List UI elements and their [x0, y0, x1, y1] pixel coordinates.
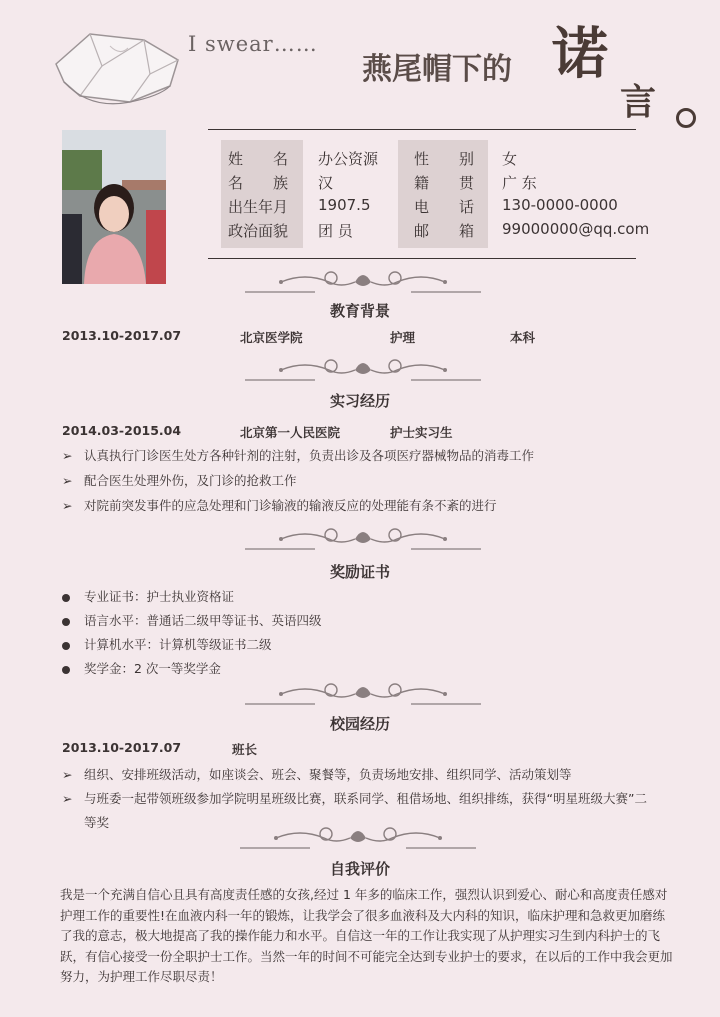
section-title-internship: 实习经历 [329, 392, 390, 410]
arrow-bullet-icon: ➢ [62, 473, 73, 488]
list-item: ➢ 配合医生处理外伤，及门诊的抢救工作 [62, 473, 297, 488]
page-title: 燕尾帽下的 [362, 52, 512, 87]
section-ornament [245, 680, 481, 706]
campus-period: 2013.10-2017.07 [62, 740, 182, 755]
info-value-gender: 女 [502, 150, 518, 168]
list-item: 奖学金：2 次一等奖学金 [62, 659, 221, 677]
info-value-ethnicity: 汉 [318, 174, 334, 192]
title-period-mark [676, 108, 696, 128]
info-value-phone: 130-0000-0000 [502, 196, 618, 214]
section-ornament [245, 268, 481, 294]
education-school: 北京医学院 [240, 330, 303, 345]
info-label-origin: 籍 贯 [414, 174, 475, 192]
info-value-birth: 1907.5 [318, 196, 371, 214]
info-label-ethnicity: 名 族 [228, 174, 289, 192]
list-item: 计算机水平：计算机等级证书二级 [62, 635, 272, 653]
education-period: 2013.10-2017.07 [62, 328, 182, 343]
info-label-politics: 政治面貌 [228, 222, 289, 240]
page-title-accent-2: 言 [620, 81, 657, 123]
info-label-phone: 电 话 [414, 198, 475, 216]
page-title-accent-1: 诺 [552, 21, 608, 87]
info-top-rule [208, 129, 636, 130]
list-item: 语言水平：普通话二级甲等证书、英语四级 [62, 611, 322, 629]
campus-role: 班长 [232, 742, 258, 757]
info-value-name: 办公资源 [318, 150, 379, 168]
dot-bullet-icon [62, 618, 70, 626]
education-degree: 本科 [510, 330, 536, 345]
dot-bullet-icon [62, 642, 70, 650]
section-title-self-evaluation: 自我评价 [329, 860, 390, 878]
dot-bullet-icon [62, 594, 70, 602]
info-label-gender: 性 别 [414, 150, 475, 168]
internship-period: 2014.03-2015.04 [62, 423, 182, 438]
info-value-email: 99000000@qq.com [502, 220, 650, 238]
section-ornament [245, 356, 481, 382]
list-item-continuation: 等奖 [84, 815, 110, 830]
info-bottom-rule [208, 258, 636, 259]
list-item: ➢ 认真执行门诊医生处方各种针剂的注射，负责出诊及各项医疗器械物品的消毒工作 [62, 448, 535, 463]
info-value-origin: 广 东 [502, 174, 537, 192]
list-item: ➢ 组织、安排班级活动，如座谈会、班会、聚餐等，负责场地安排、组织同学、活动策划等 [62, 767, 572, 782]
info-label-name: 姓 名 [228, 150, 289, 168]
arrow-bullet-icon: ➢ [62, 448, 73, 463]
internship-hospital: 北京第一人民医院 [240, 425, 341, 440]
info-value-politics: 团 员 [318, 222, 353, 240]
profile-photo [62, 130, 166, 284]
section-title-education: 教育背景 [329, 302, 390, 320]
list-item: ➢ 对院前突发事件的应急处理和门诊输液的输液反应的处理能有条不紊的进行 [62, 498, 497, 513]
nurse-cap-logo [50, 26, 190, 110]
education-major: 护理 [390, 330, 416, 345]
info-label-email: 邮 箱 [414, 222, 475, 240]
internship-role: 护士实习生 [390, 425, 453, 440]
info-label-birth: 出生年月 [228, 198, 289, 216]
arrow-bullet-icon: ➢ [62, 767, 73, 782]
section-ornament [240, 824, 476, 850]
section-title-campus: 校园经历 [329, 715, 390, 733]
list-item: 专业证书：护士执业资格证 [62, 587, 234, 605]
section-title-certificates: 奖励证书 [329, 563, 390, 581]
header-tagline: I swear…… [188, 32, 318, 56]
dot-bullet-icon [62, 666, 70, 674]
self-evaluation-text: 我是一个充满自信心且具有高度责任感的女孩,经过 1 年多的临床工作，强烈认识到爱心、耐心和高度责任感对护理工作的重要性!在血液内科一年的锻炼，让我学会了很多血液科及大内科的知识，临床护理和急救更加磨练了我的意志，极大地提高了我的操作能力和水平。自信这一年的工作让我实现了从护理实习生到内科护士的飞跃，有信心接受一份全职护士工作。当然一年的时间不可能完全达到专业护士的要求，在以后的工作中我会更加努力，为护理工作尽职尽责！ [60, 887, 673, 984]
list-item: ➢ 与班委一起带领班级参加学院明星班级比赛，联系同学、租借场地、组织排练，获得“明星班级大赛”二 [62, 791, 647, 806]
section-ornament [245, 525, 481, 551]
arrow-bullet-icon: ➢ [62, 791, 73, 806]
arrow-bullet-icon: ➢ [62, 498, 73, 513]
